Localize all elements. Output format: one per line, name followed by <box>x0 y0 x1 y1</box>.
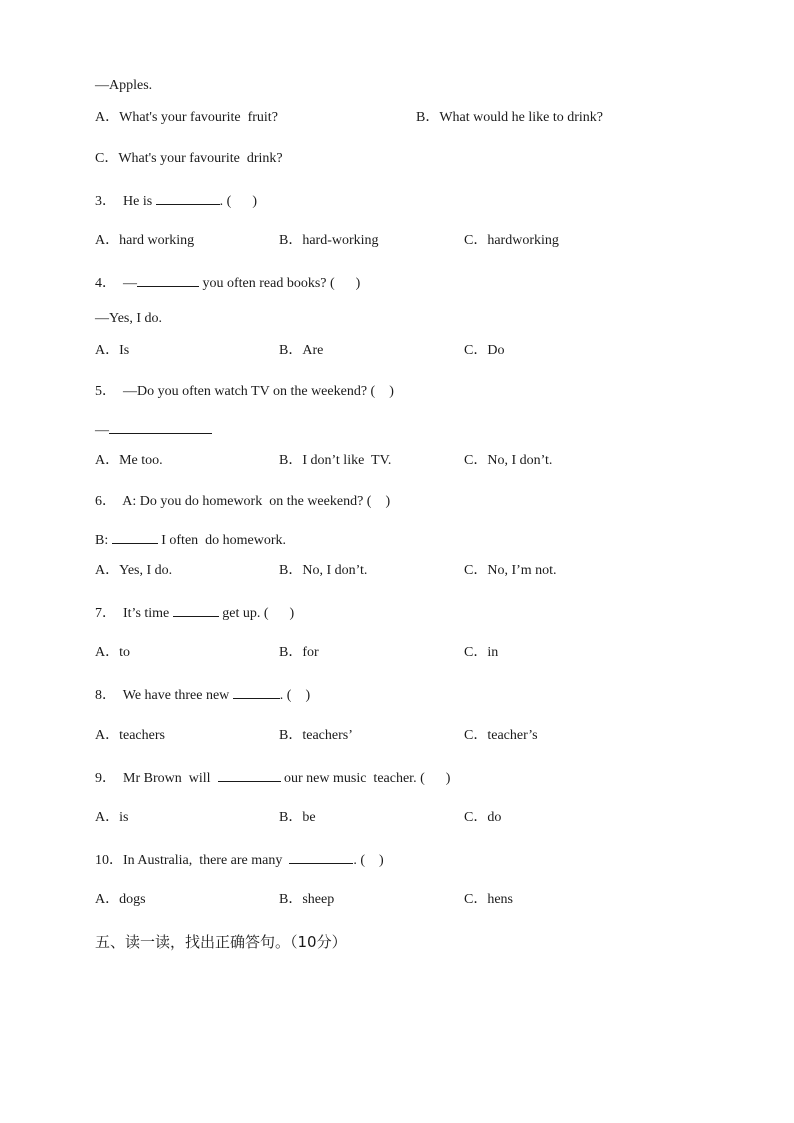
q5-answer-line: — <box>95 421 212 439</box>
q5-blank <box>109 421 212 434</box>
q9-blank <box>218 769 281 782</box>
q6-blank <box>112 531 158 544</box>
q3-option-c: C．hardworking <box>464 233 559 248</box>
q10-option-c: C．hens <box>464 892 513 907</box>
q5-stem: 5． —Do you often watch TV on the weekend? ( ) <box>95 384 394 399</box>
q8-option-b: B．teachers’ <box>279 728 353 743</box>
q6-option-c: C．No, I’m not. <box>464 563 557 578</box>
q3-option-a: A．hard working <box>95 233 195 248</box>
q3-stem: 3． He is . ( ) <box>95 194 257 209</box>
q9-option-a: A．is <box>95 810 129 825</box>
q3-option-b: B．hard-working <box>279 233 379 248</box>
q9-stem: 9． Mr Brown will our new music teacher. ( ) <box>95 771 451 786</box>
q10-option-b: B．sheep <box>279 892 335 907</box>
q6-option-b: B．No, I don’t. <box>279 563 368 578</box>
q4-stem: 4． — you often read books? ( ) <box>95 276 361 291</box>
q2-option-c: C．What's your favourite drink? <box>95 151 283 166</box>
section-5-heading: 五、读一读，找出正确答句。（10分） <box>95 933 347 951</box>
q10-blank <box>289 851 353 864</box>
q10-option-a: A．dogs <box>95 892 146 907</box>
q6-stem: 6． A: Do you do homework on the weekend? ( ) <box>95 494 391 509</box>
q8-blank <box>233 686 280 699</box>
q5-option-a: A．Me too. <box>95 453 163 468</box>
q8-option-c: C．teacher’s <box>464 728 538 743</box>
q6-option-a: A．Yes, I do. <box>95 563 173 578</box>
q8-stem: 8． We have three new . ( ) <box>95 688 311 703</box>
q9-option-c: C．do <box>464 810 502 825</box>
q2-option-a: A．What's your favourite fruit? <box>95 110 278 125</box>
q7-stem: 7． It’s time get up. ( ) <box>95 606 295 621</box>
q2-option-b: B．What would he like to drink? <box>416 110 604 125</box>
q7-option-a: A．to <box>95 645 130 660</box>
q8-option-a: A．teachers <box>95 728 165 743</box>
q3-blank <box>156 192 220 205</box>
q7-option-b: B．for <box>279 645 319 660</box>
q9-option-b: B．be <box>279 810 316 825</box>
q6-dialogue: B: I often do homework. <box>95 533 287 548</box>
q4-option-b: B．Are <box>279 343 324 358</box>
q7-option-c: C．in <box>464 645 499 660</box>
q4-blank <box>137 274 199 287</box>
q5-option-b: B．I don’t like TV. <box>279 453 392 468</box>
q10-stem: 10．In Australia, there are many . ( ) <box>95 853 384 868</box>
answer-apples: —Apples. <box>95 78 153 93</box>
q5-option-c: C．No, I don’t. <box>464 453 553 468</box>
q4-option-c: C．Do <box>464 343 505 358</box>
q7-blank <box>173 604 219 617</box>
q4-option-a: A．Is <box>95 343 130 358</box>
q4-answer: —Yes, I do. <box>95 311 163 326</box>
